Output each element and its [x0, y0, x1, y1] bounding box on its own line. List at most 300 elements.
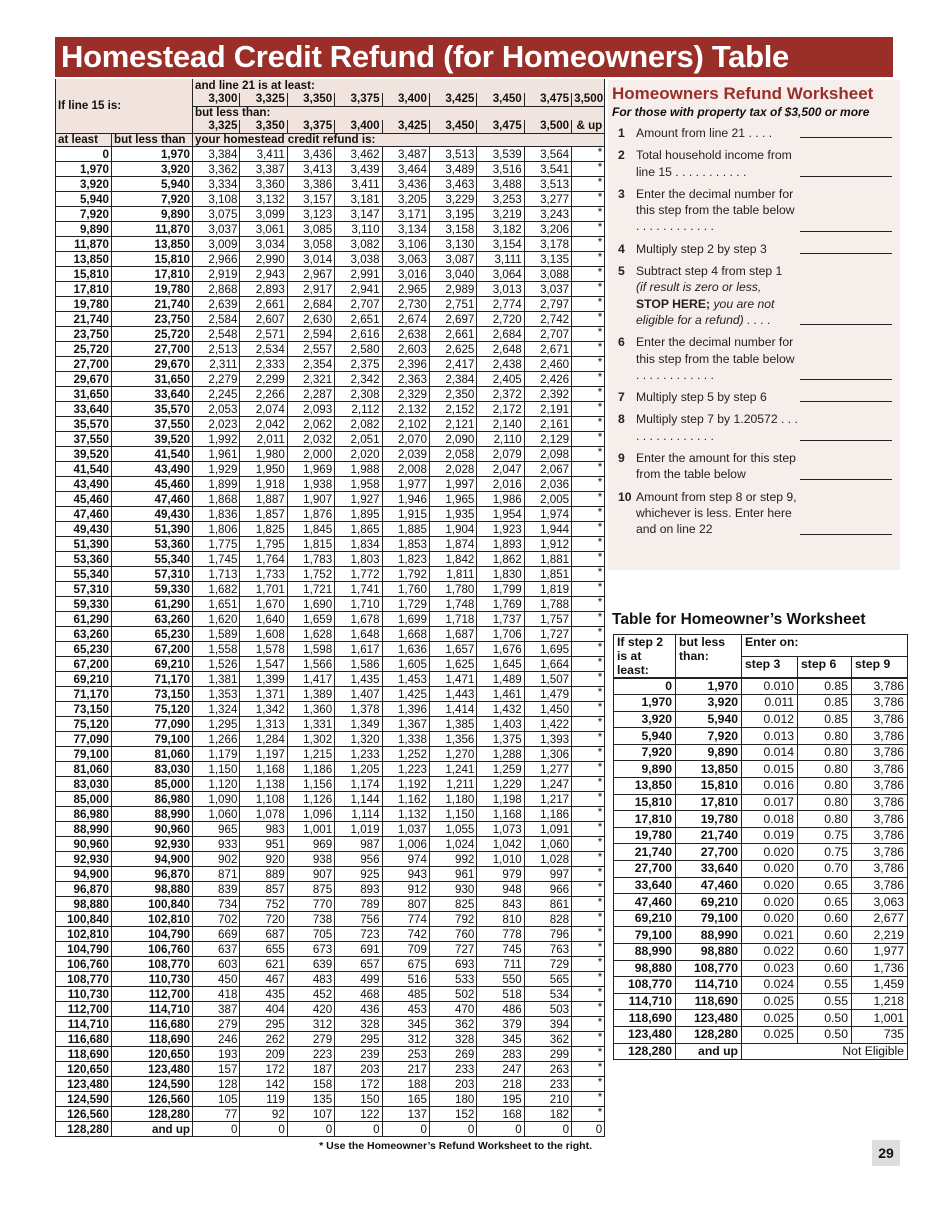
refund-value: 3,135 [524, 252, 571, 267]
refund-value: 2,943 [240, 267, 287, 282]
income-less-than: 86,980 [112, 792, 193, 807]
refund-value: 3,181 [335, 192, 382, 207]
step3-value: 0.011 [742, 695, 798, 712]
refund-value: 3,219 [477, 207, 524, 222]
income-less-than: 114,710 [112, 1002, 193, 1017]
step3-value: 0.019 [742, 827, 798, 844]
refund-value: 1,422 [524, 717, 571, 732]
refund-value: 3,110 [335, 222, 382, 237]
income-less-than: 102,810 [112, 912, 193, 927]
refund-value: 312 [382, 1032, 429, 1047]
refund-value: * [572, 402, 605, 417]
step3-value: 0.025 [742, 1010, 798, 1027]
refund-value: 345 [477, 1032, 524, 1047]
income-at-least: 29,670 [56, 372, 112, 387]
income-less-than: 98,880 [676, 944, 742, 961]
step-3-entry-line[interactable] [800, 231, 892, 232]
table-row [56, 417, 605, 432]
income-at-least: 108,770 [56, 972, 112, 987]
refund-value: 691 [335, 942, 382, 957]
refund-value: 992 [429, 852, 476, 867]
refund-value: 499 [335, 972, 382, 987]
refund-value: * [572, 657, 605, 672]
refund-value: 2,172 [477, 402, 524, 417]
refund-value: 1,676 [477, 642, 524, 657]
refund-value: 1,360 [287, 702, 334, 717]
refund-value: 1,834 [335, 537, 382, 552]
refund-value: 1,690 [287, 597, 334, 612]
income-at-least: 57,310 [56, 582, 112, 597]
refund-value: 1,547 [240, 657, 287, 672]
income-at-least: 110,730 [56, 987, 112, 1002]
income-less-than: 90,960 [112, 822, 193, 837]
refund-value: 2,630 [287, 312, 334, 327]
column-to: 3,350 [240, 120, 287, 134]
refund-value: 3,111 [477, 252, 524, 267]
income-less-than: 81,060 [112, 747, 193, 762]
refund-value: 137 [382, 1107, 429, 1122]
refund-value: * [572, 792, 605, 807]
table-row [56, 222, 605, 237]
refund-value: 760 [429, 927, 476, 942]
income-less-than: 69,210 [676, 894, 742, 911]
refund-value: 1,375 [477, 732, 524, 747]
step-number: 4 [618, 241, 625, 256]
refund-value: 1,701 [240, 582, 287, 597]
refund-value: 2,354 [287, 357, 334, 372]
refund-value: 1,757 [524, 612, 571, 627]
refund-value: 262 [240, 1032, 287, 1047]
step6-value: 0.80 [798, 761, 852, 778]
table-row [56, 192, 605, 207]
refund-value: 2,671 [524, 342, 571, 357]
refund-value: 2,102 [382, 417, 429, 432]
table-row [56, 1107, 605, 1122]
refund-value: 435 [240, 987, 287, 1002]
refund-value: 1,825 [240, 522, 287, 537]
income-less-than: 106,760 [112, 942, 193, 957]
refund-value: 1,625 [429, 657, 476, 672]
step3-value: 0.020 [742, 894, 798, 911]
column-from: 3,500 [572, 93, 605, 107]
refund-value: 0 [429, 1122, 476, 1137]
refund-value: 1,628 [287, 627, 334, 642]
refund-value: 2,919 [193, 267, 240, 282]
refund-value: 193 [193, 1047, 240, 1062]
header-less-than: but less than: [676, 635, 742, 679]
income-less-than: 67,200 [112, 642, 193, 657]
income-less-than: 118,690 [676, 993, 742, 1010]
income-at-least: 17,810 [614, 811, 676, 828]
refund-value: * [572, 447, 605, 462]
refund-value: 1,760 [382, 582, 429, 597]
column-from: 3,325 [240, 93, 287, 107]
refund-value: 2,023 [193, 417, 240, 432]
refund-value: 1,904 [429, 522, 476, 537]
table-row [56, 237, 605, 252]
refund-value: 3,539 [477, 147, 524, 162]
header-line15: If line 15 is: [56, 79, 193, 133]
income-at-least: 19,780 [614, 827, 676, 844]
refund-value: * [572, 702, 605, 717]
refund-value: 1,912 [524, 537, 571, 552]
table-row [56, 882, 605, 897]
header-step: step 3 [742, 656, 798, 678]
refund-value: 720 [240, 912, 287, 927]
refund-value: 1,819 [524, 582, 571, 597]
income-at-least: 1,970 [614, 695, 676, 712]
refund-value: 2,639 [193, 297, 240, 312]
income-at-least: 98,880 [614, 960, 676, 977]
refund-value: 247 [477, 1062, 524, 1077]
refund-value: 709 [382, 942, 429, 957]
step-6-entry-line[interactable] [800, 379, 892, 380]
refund-value: * [572, 1002, 605, 1017]
refund-value: 1,775 [193, 537, 240, 552]
refund-value: 1,566 [287, 657, 334, 672]
refund-value: 1,874 [429, 537, 476, 552]
table-row [614, 811, 908, 828]
refund-value: 2,868 [193, 282, 240, 297]
column-to: 3,475 [477, 120, 524, 134]
table-row [614, 993, 908, 1010]
income-less-than: 7,920 [112, 192, 193, 207]
refund-value: 2,648 [477, 342, 524, 357]
step-label: Enter the decimal number for this step from the table below . . . . . . . . . . . . [636, 335, 795, 382]
income-less-than: 11,870 [112, 222, 193, 237]
table-row [614, 1043, 908, 1060]
refund-value: 1,284 [240, 732, 287, 747]
step3-value: 0.013 [742, 728, 798, 745]
income-at-least: 0 [56, 147, 112, 162]
income-at-least: 5,940 [614, 728, 676, 745]
refund-value: 933 [193, 837, 240, 852]
table-row [56, 342, 605, 357]
worksheet-step [612, 489, 896, 538]
step6-value: 0.60 [798, 910, 852, 927]
refund-value: 187 [287, 1062, 334, 1077]
refund-value: 1,001 [287, 822, 334, 837]
income-less-than: 120,650 [112, 1047, 193, 1062]
header-line21: and line 21 is at least: [193, 79, 605, 93]
income-at-least: 21,740 [614, 844, 676, 861]
refund-value: 1,156 [287, 777, 334, 792]
refund-value: 925 [335, 867, 382, 882]
refund-value: * [572, 957, 605, 972]
refund-value: 966 [524, 882, 571, 897]
step3-value: 0.020 [742, 861, 798, 878]
table-row [56, 897, 605, 912]
step3-value: 0.025 [742, 993, 798, 1010]
refund-value: 1,417 [287, 672, 334, 687]
income-less-than: 33,640 [676, 861, 742, 878]
refund-value: 2,053 [193, 402, 240, 417]
refund-value: 1,006 [382, 837, 429, 852]
refund-value: 2,707 [524, 327, 571, 342]
refund-value: 2,051 [335, 432, 382, 447]
refund-value: * [572, 1047, 605, 1062]
refund-value: 2,008 [382, 462, 429, 477]
table-row [56, 627, 605, 642]
refund-value: 233 [524, 1077, 571, 1092]
refund-value: 2,079 [477, 447, 524, 462]
refund-value: 203 [335, 1062, 382, 1077]
refund-value: 269 [429, 1047, 476, 1062]
refund-value: 2,363 [382, 372, 429, 387]
refund-value: * [572, 507, 605, 522]
refund-value: 3,061 [240, 222, 287, 237]
refund-value: 2,730 [382, 297, 429, 312]
step6-value: 0.60 [798, 944, 852, 961]
table-row [56, 852, 605, 867]
refund-value: 1,664 [524, 657, 571, 672]
refund-value: * [572, 492, 605, 507]
income-at-least: 59,330 [56, 597, 112, 612]
income-less-than: 21,740 [676, 827, 742, 844]
refund-value: 2,350 [429, 387, 476, 402]
step-7-entry-line[interactable] [800, 401, 892, 402]
table-row [614, 744, 908, 761]
refund-value: 1,965 [429, 492, 476, 507]
refund-value: 2,534 [240, 342, 287, 357]
refund-value: 1,918 [240, 477, 287, 492]
refund-value: 2,661 [429, 327, 476, 342]
refund-value: 1,338 [382, 732, 429, 747]
refund-value: 979 [477, 867, 524, 882]
income-at-least: 69,210 [614, 910, 676, 927]
refund-value: 1,992 [193, 432, 240, 447]
refund-value: 2,028 [429, 462, 476, 477]
step3-value: 0.017 [742, 794, 798, 811]
refund-value: * [572, 747, 605, 762]
table-row [56, 612, 605, 627]
step9-value: 1,218 [852, 993, 908, 1010]
table-row [56, 1017, 605, 1032]
refund-value: 2,584 [193, 312, 240, 327]
step-number: 6 [618, 335, 625, 350]
refund-value: 516 [382, 972, 429, 987]
refund-value: 3,436 [287, 147, 334, 162]
refund-value: 727 [429, 942, 476, 957]
refund-value: 233 [429, 1062, 476, 1077]
column-from: 3,425 [429, 93, 476, 107]
income-at-least: 128,280 [56, 1122, 112, 1137]
step3-value: 0.016 [742, 778, 798, 795]
refund-value: 1,179 [193, 747, 240, 762]
income-at-least: 25,720 [56, 342, 112, 357]
income-at-least: 0 [614, 678, 676, 695]
refund-value: 1,349 [335, 717, 382, 732]
income-at-least: 79,100 [56, 747, 112, 762]
income-at-least: 41,540 [56, 462, 112, 477]
worksheet-step [612, 186, 896, 235]
income-less-than: and up [676, 1043, 742, 1060]
income-less-than: 73,150 [112, 687, 193, 702]
income-at-least: 114,710 [614, 993, 676, 1010]
refund-value: 2,042 [240, 417, 287, 432]
table-row [614, 728, 908, 745]
step-label: Enter the amount for this step from the table below [636, 451, 796, 482]
income-at-least: 35,570 [56, 417, 112, 432]
refund-value: 2,047 [477, 462, 524, 477]
step-2-entry-line[interactable] [800, 176, 892, 177]
income-at-least: 45,460 [56, 492, 112, 507]
refund-value: 1,078 [240, 807, 287, 822]
step9-value: 1,977 [852, 944, 908, 961]
table-row [614, 944, 908, 961]
refund-value: 2,513 [193, 342, 240, 357]
refund-value: 3,253 [477, 192, 524, 207]
column-to: 3,325 [193, 120, 240, 134]
refund-value: 1,162 [382, 792, 429, 807]
refund-value: 673 [287, 942, 334, 957]
income-at-least: 11,870 [56, 237, 112, 252]
step-5-entry-line[interactable] [800, 324, 892, 325]
refund-value: 1,399 [240, 672, 287, 687]
step9-value: 3,786 [852, 761, 908, 778]
income-at-least: 96,870 [56, 882, 112, 897]
refund-value: 2,299 [240, 372, 287, 387]
income-at-least: 43,490 [56, 477, 112, 492]
refund-value: 2,011 [240, 432, 287, 447]
refund-value: 1,799 [477, 582, 524, 597]
refund-value: 295 [335, 1032, 382, 1047]
table-row [56, 297, 605, 312]
refund-value: 2,594 [287, 327, 334, 342]
income-less-than: 124,590 [112, 1077, 193, 1092]
refund-value: 1,636 [382, 642, 429, 657]
refund-value: 655 [240, 942, 287, 957]
refund-value: 1,378 [335, 702, 382, 717]
step-1-entry-line[interactable] [800, 137, 892, 138]
refund-value: 2,093 [287, 402, 334, 417]
table-row [614, 861, 908, 878]
refund-value: * [572, 192, 605, 207]
refund-value: 2,426 [524, 372, 571, 387]
table-row [56, 582, 605, 597]
refund-value: 92 [240, 1107, 287, 1122]
refund-value: * [572, 477, 605, 492]
table-row [56, 552, 605, 567]
refund-value: 3,413 [287, 162, 334, 177]
refund-value: 158 [287, 1077, 334, 1092]
refund-value: 1,435 [335, 672, 382, 687]
refund-value: 2,311 [193, 357, 240, 372]
income-at-least: 47,460 [56, 507, 112, 522]
income-less-than: 126,560 [112, 1092, 193, 1107]
income-less-than: 27,700 [676, 844, 742, 861]
income-less-than: 123,480 [112, 1062, 193, 1077]
income-less-than: 123,480 [676, 1010, 742, 1027]
refund-value: 1,935 [429, 507, 476, 522]
refund-value: 2,438 [477, 357, 524, 372]
refund-value: 1,988 [335, 462, 382, 477]
income-at-least: 71,170 [56, 687, 112, 702]
income-less-than: 92,930 [112, 837, 193, 852]
step-number: 2 [618, 148, 625, 163]
refund-value: 2,638 [382, 327, 429, 342]
income-less-than: 29,670 [112, 357, 193, 372]
refund-value: 1,096 [287, 807, 334, 822]
table-row [56, 792, 605, 807]
refund-value: 875 [287, 882, 334, 897]
table-row [614, 977, 908, 994]
income-less-than: 77,090 [112, 717, 193, 732]
table-row [56, 432, 605, 447]
refund-value: 1,414 [429, 702, 476, 717]
income-less-than: 3,920 [112, 162, 193, 177]
refund-value: 2,684 [287, 297, 334, 312]
refund-value: 135 [287, 1092, 334, 1107]
refund-value: 485 [382, 987, 429, 1002]
column-to: 3,425 [382, 120, 429, 134]
refund-value: * [572, 822, 605, 837]
step-8-entry-line[interactable] [800, 440, 892, 441]
refund-value: 2,392 [524, 387, 571, 402]
refund-value: 468 [335, 987, 382, 1002]
step-10-entry-line[interactable] [800, 534, 892, 535]
step-label: Enter the decimal number for this step from the table below . . . . . . . . . . . . [636, 186, 795, 234]
step-9-entry-line[interactable] [800, 479, 892, 480]
header-but-less-than: but less than: [193, 106, 605, 120]
step-4-entry-line[interactable] [800, 253, 892, 254]
income-less-than: 5,940 [112, 177, 193, 192]
refund-value: 533 [429, 972, 476, 987]
refund-value: 1,114 [335, 807, 382, 822]
refund-value: 1,842 [429, 552, 476, 567]
step6-value: 0.55 [798, 977, 852, 994]
refund-value: 734 [193, 897, 240, 912]
refund-value: 2,396 [382, 357, 429, 372]
refund-value: 1,811 [429, 567, 476, 582]
refund-value: 1,733 [240, 567, 287, 582]
refund-value: 550 [477, 972, 524, 987]
refund-value: * [572, 672, 605, 687]
step3-value: 0.015 [742, 761, 798, 778]
refund-value: 1,792 [382, 567, 429, 582]
refund-value: 1,443 [429, 687, 476, 702]
refund-value: 565 [524, 972, 571, 987]
refund-value: * [572, 897, 605, 912]
refund-value: 729 [524, 957, 571, 972]
refund-value: * [572, 237, 605, 252]
income-at-least: 118,690 [614, 1010, 676, 1027]
income-at-least: 3,920 [56, 177, 112, 192]
refund-value: 3,108 [193, 192, 240, 207]
table-row [56, 462, 605, 477]
income-less-than: 79,100 [676, 910, 742, 927]
refund-value: 1,150 [429, 807, 476, 822]
refund-value: 1,091 [524, 822, 571, 837]
refund-value: 1,320 [335, 732, 382, 747]
refund-value: 1,729 [382, 597, 429, 612]
refund-value: * [572, 372, 605, 387]
refund-value: * [572, 357, 605, 372]
refund-value: 3,154 [477, 237, 524, 252]
refund-value: 1,217 [524, 792, 571, 807]
refund-value: 188 [382, 1077, 429, 1092]
refund-value: 418 [193, 987, 240, 1002]
income-less-than: 43,490 [112, 462, 193, 477]
income-at-least: 118,690 [56, 1047, 112, 1062]
income-at-least: 13,850 [56, 252, 112, 267]
income-less-than: 15,810 [676, 778, 742, 795]
table-row [614, 778, 908, 795]
step9-value: 3,786 [852, 695, 908, 712]
refund-value: 907 [287, 867, 334, 882]
income-at-least: 94,900 [56, 867, 112, 882]
refund-value: 752 [240, 897, 287, 912]
